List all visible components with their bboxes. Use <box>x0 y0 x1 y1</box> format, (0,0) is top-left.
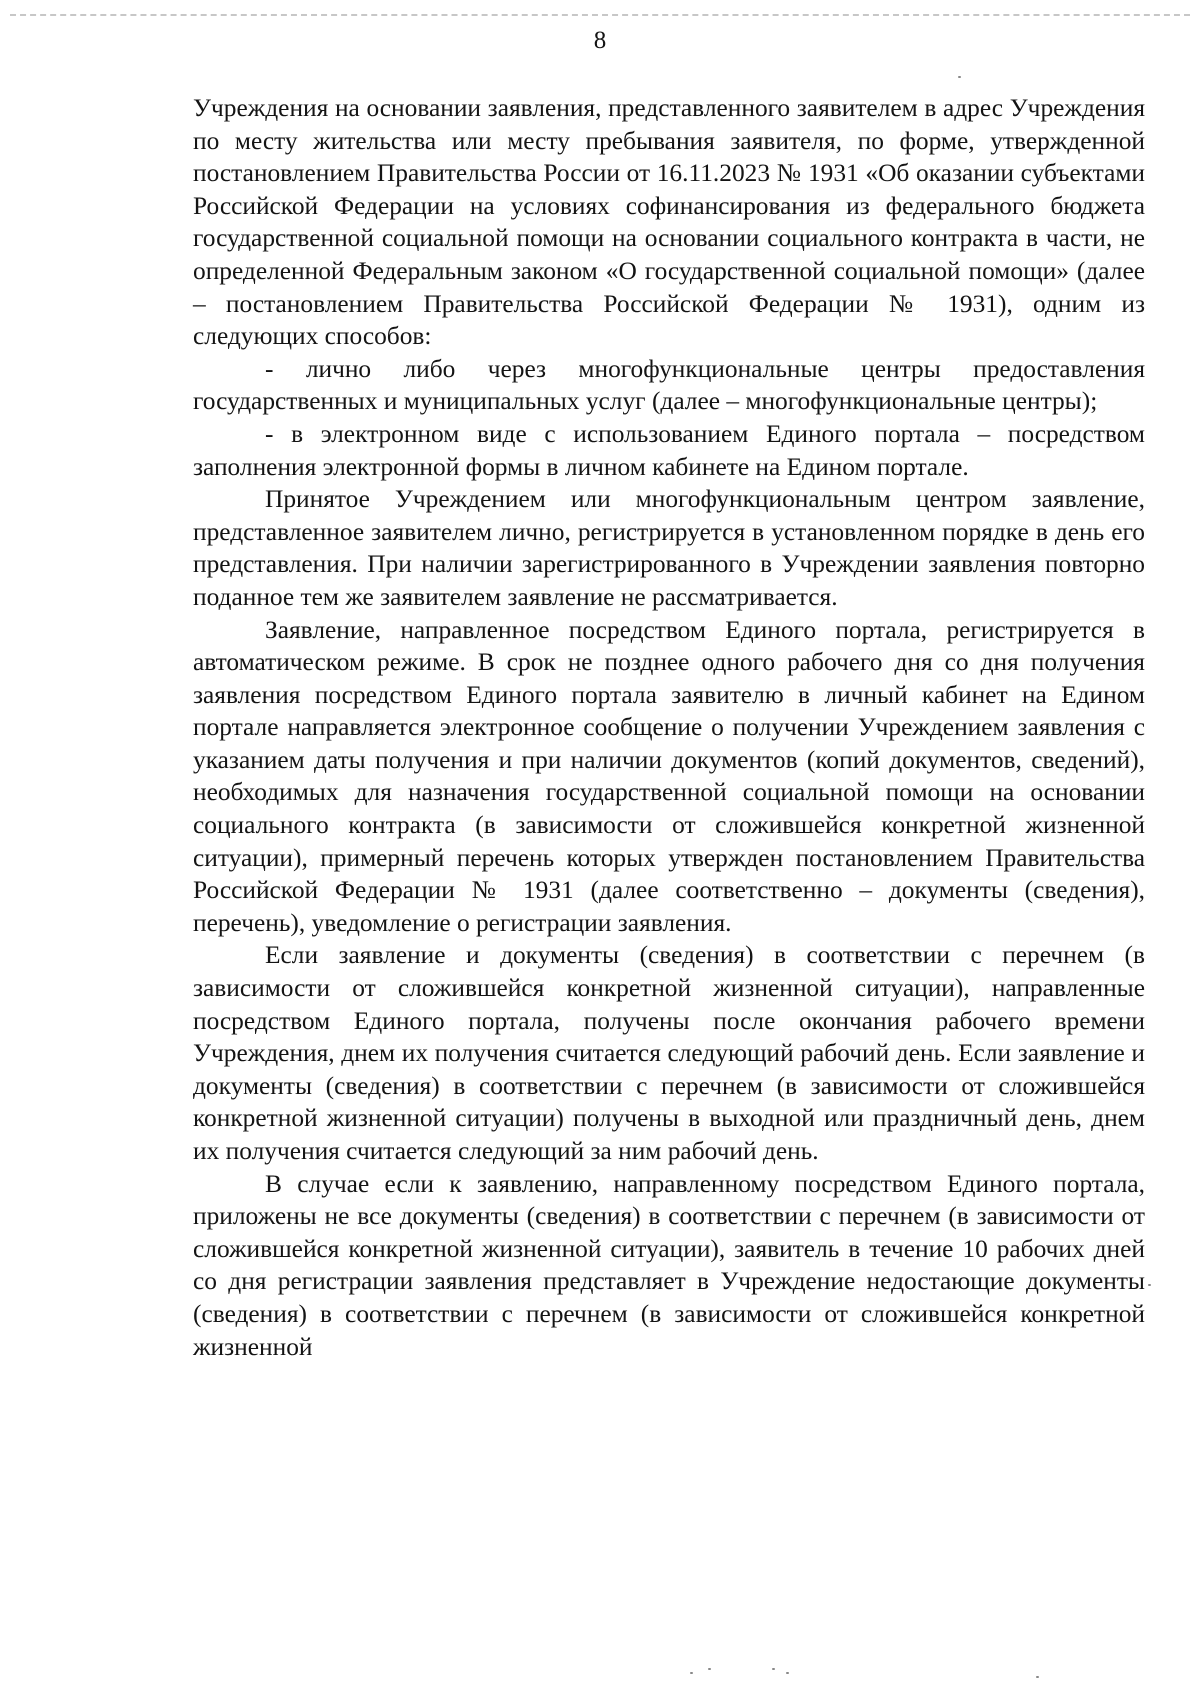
list-item-in-person: - лично либо через многофункциональные центры предоставления государственных и муниципальных услуг (далее – многофункциональные центры); <box>193 354 1145 416</box>
paragraph-registration-portal: Заявление, направленное посредством Единого портала, регистрируется в автоматическом режиме. В срок не позднее одного рабочего дня со дня получения заявления посредством Единого портала заявителю в личный кабинет на Едином портале направляется электронное сообщение о получении Учреждением заявления с указанием даты получения и при наличии документов (копий документов, сведений), необходимых для назначения государственной социальной помощи на основании социального контракта (в зависимости от сложившейся конкретной жизненной ситуации), примерный перечень которых утвержден постановлением Правительства Российской Федерации № 1931 (далее соответственно – документы (сведения), перечень), уведомление о регистрации заявления. <box>193 615 1145 937</box>
document-body <box>193 92 1145 1363</box>
scan-edge-artifact <box>10 14 1190 16</box>
page-number: 8 <box>593 27 607 54</box>
scan-speck <box>786 1672 789 1674</box>
paragraph-missing-documents: В случае если к заявлению, направленному посредством Единого портала, приложены не все документы (сведения) в соответствии с перечнем (в зависимости от сложившейся конкретной жизненной ситуации), заявитель в течение 10 рабочих дней со дня регистрации заявления представляет в Учреждение недостающие документы (сведения) в соответствии с перечнем (в зависимости от сложившейся конкретной жизненной <box>193 1169 1145 1361</box>
paragraph-intro: Учреждения на основании заявления, представленного заявителем в адрес Учреждения по месту жительства или месту пребывания заявителя, по форме, утвержденной постановлением Правительства России от 16.11.2023 № 1931 «Об оказании субъектами Российской Федерации на условиях софинансирования из федерального бюджета государственной социальной помощи на основании социального контракта в части, не определенной Федеральным законом «О государственной социальной помощи» (далее – постановлением Правительства Российской Федерации № 1931), одним из следующих способов: <box>193 94 1145 351</box>
scan-speck <box>1148 1284 1151 1286</box>
scan-speck <box>958 76 961 78</box>
paragraph-after-hours: Если заявление и документы (сведения) в соответствии с перечнем (в зависимости от сложившейся конкретной жизненной ситуации), направленные посредством Единого портала, получены после окончания рабочего времени Учреждения, днем их получения считается следующий рабочий день. Если заявление и документы (сведения) в соответствии с перечнем (в зависимости от сложившейся конкретной жизненной ситуации) получены в выходной или праздничный день, днем их получения считается следующий за ним рабочий день. <box>193 941 1145 1165</box>
list-item-electronic: - в электронном виде с использованием Единого портала – посредством заполнения электронной формы в личном кабинете на Едином портале. <box>193 419 1145 481</box>
scan-speck <box>772 1668 775 1670</box>
paragraph-registration-in-person: Принятое Учреждением или многофункциональным центром заявление, представленное заявителем лично, регистрируется в установленном порядке в день его представления. При наличии зарегистрированного в Учреждении заявления повторно поданное тем же заявителем заявление не рассматривается. <box>193 485 1145 611</box>
scan-speck <box>708 1668 711 1670</box>
scan-speck <box>1036 1676 1039 1678</box>
scan-speck <box>690 1672 693 1674</box>
